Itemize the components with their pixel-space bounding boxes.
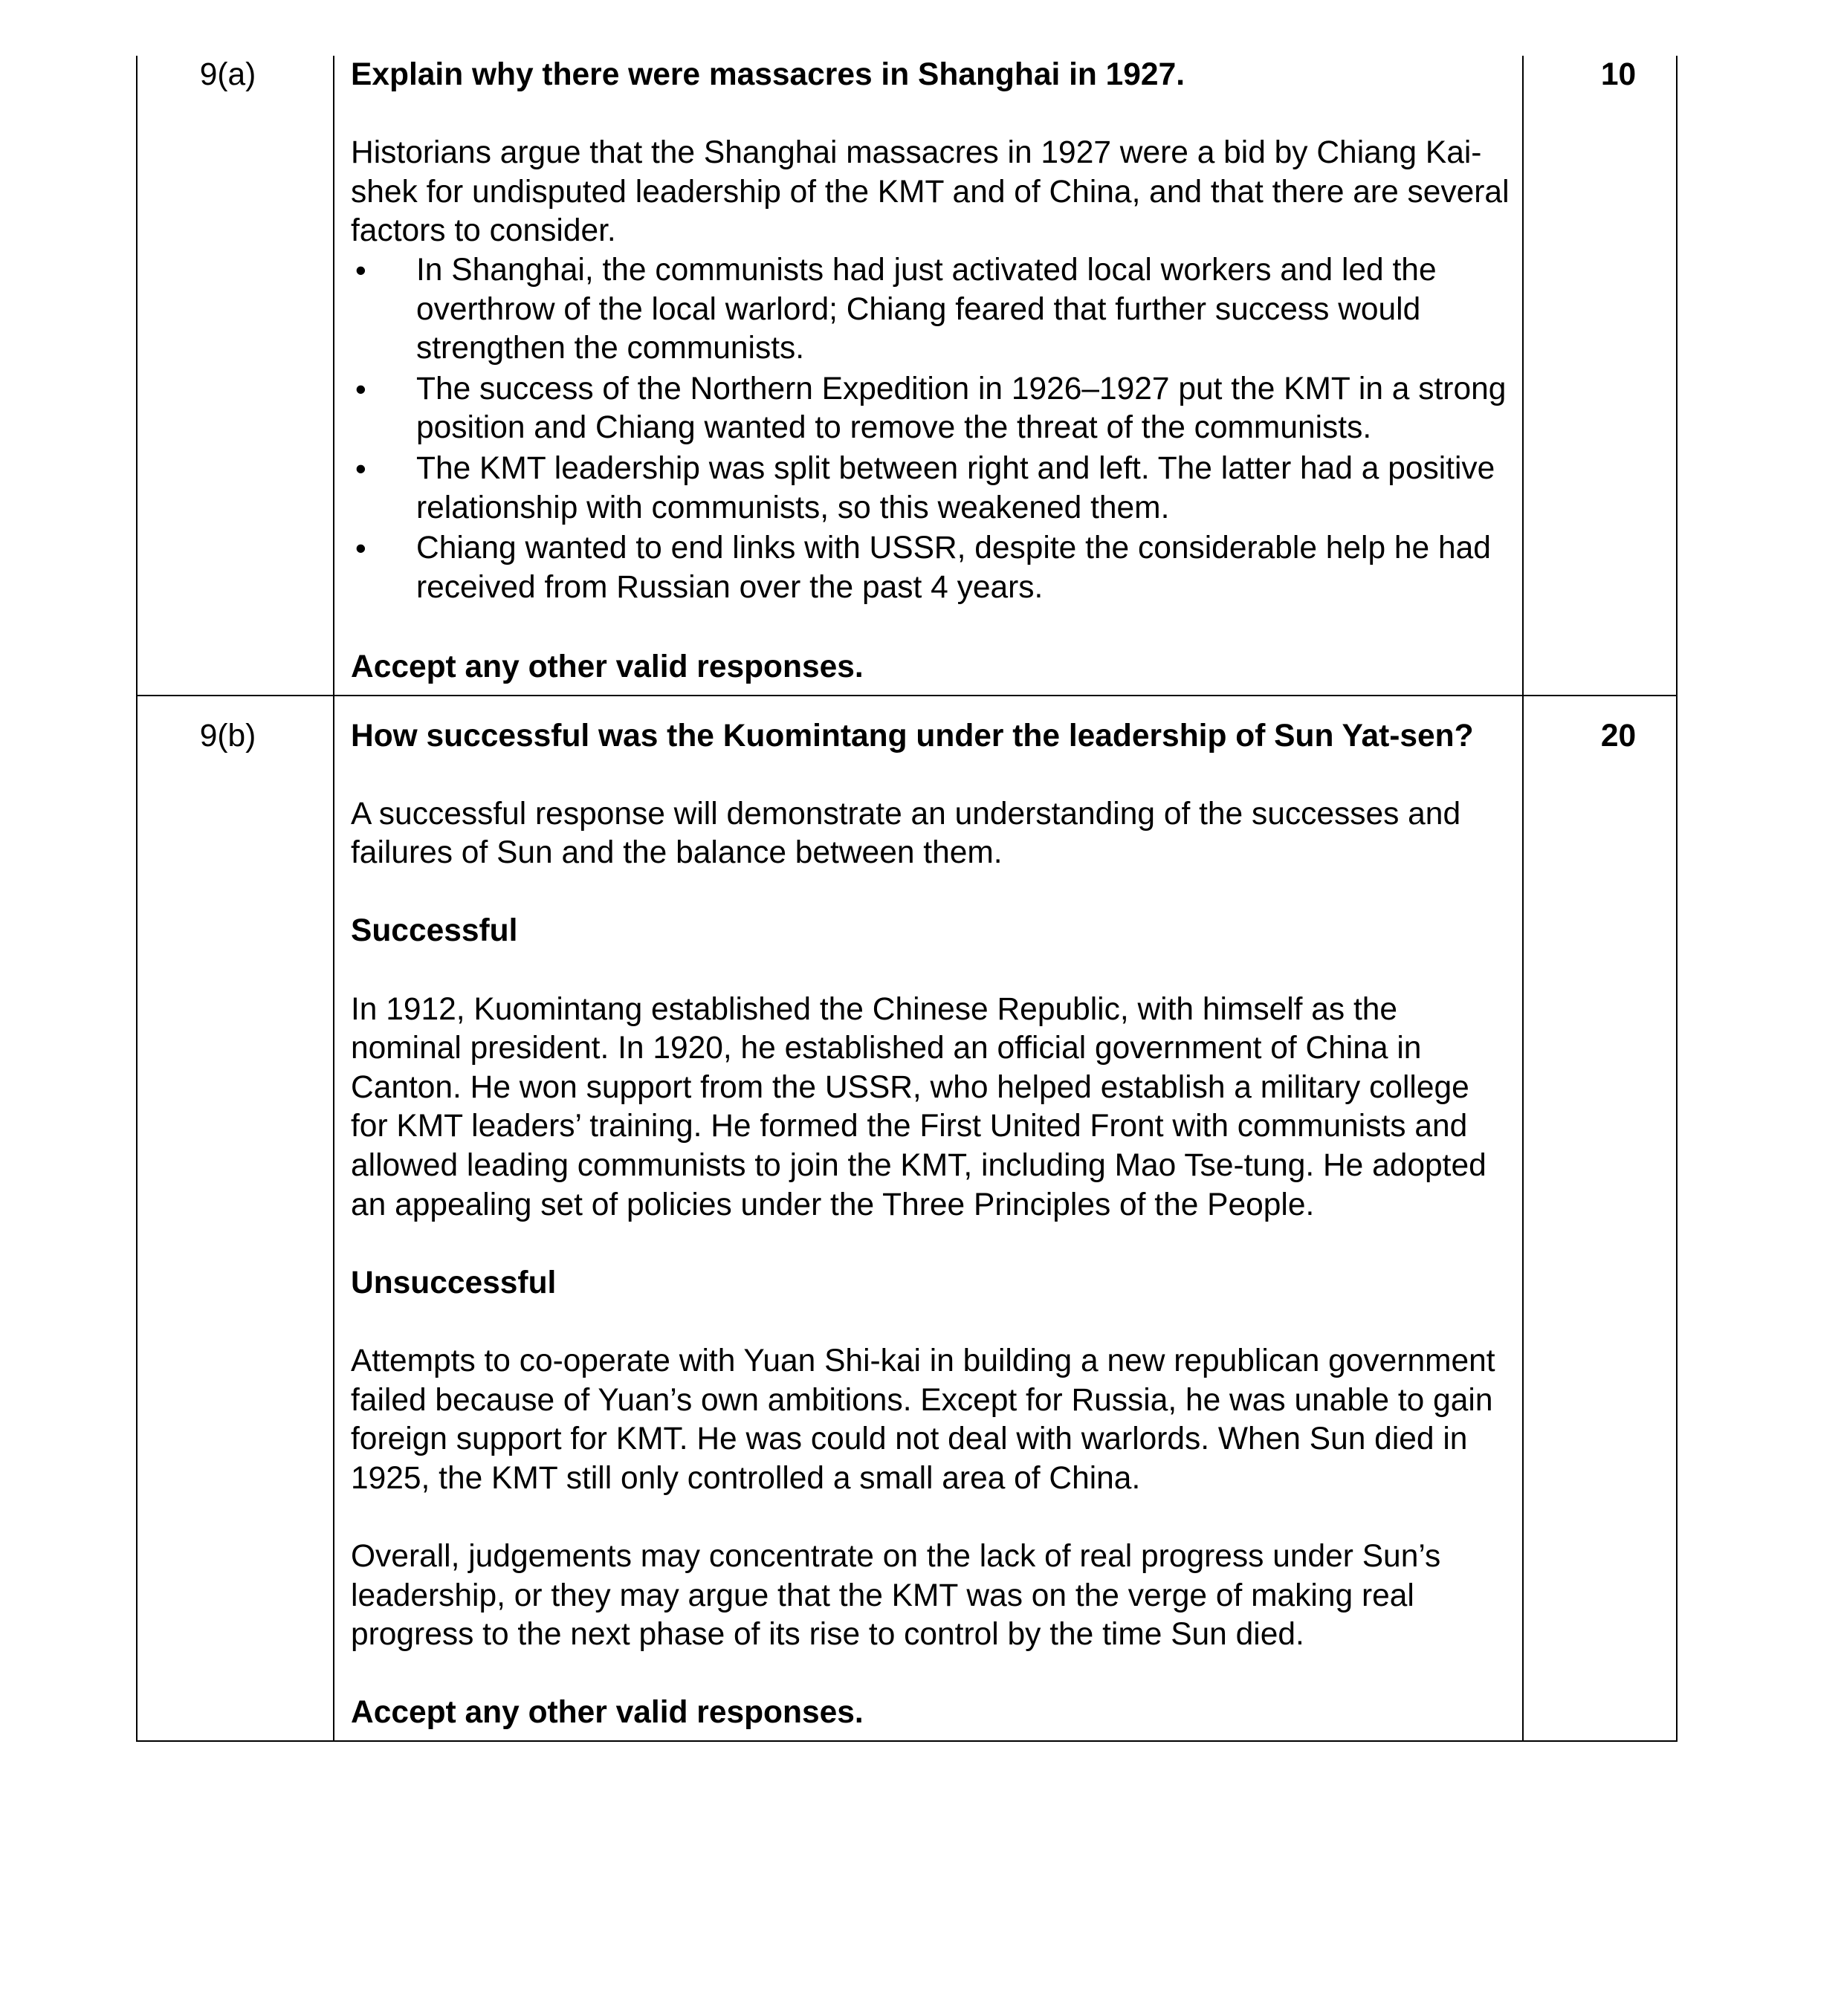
answer-cell bbox=[334, 696, 1523, 1741]
bullet-text: In Shanghai, the communists had just activated local workers and led the overthrow of the local warlord; Chiang feared that further success would strengthen the communists. bbox=[416, 252, 1437, 366]
successful-text: In 1912, Kuomintang established the Chinese Republic, with himself as the nominal president. In 1920, he established an official government of China in Canton. He won support from the USSR, who helped establish a military college for KMT leaders’ training. He formed the First United Front with communists and allowed leading communists to join the KMT, including Mao Tse-tung. He adopted an appealing set of policies under the Three Principles of the People. bbox=[351, 991, 1486, 1222]
unsuccessful-text: Attempts to co-operate with Yuan Shi-kai in building a new republican government failed because of Yuan’s own ambitions. Except for Russia, he was unable to gain foreign support for KMT. He was could not deal with warlords. When Sun died in 1925, the KMT still only controlled a small area of China. bbox=[351, 1344, 1495, 1496]
unsuccessful-heading: Unsuccessful bbox=[351, 1265, 557, 1300]
bullet-list bbox=[351, 251, 1515, 607]
mark-scheme-table bbox=[136, 56, 1678, 1742]
intro-text: Historians argue that the Shanghai massacres in 1927 were a bid by Chiang Kai-shek for undisputed leadership of the KMT and of China, and that there are several factors to consider. bbox=[351, 135, 1510, 249]
closing-text: Accept any other valid responses. bbox=[351, 1695, 864, 1731]
bullet-text: The success of the Northern Expedition in 1926–1927 put the KMT in a strong position and Chiang wanted to remove the threat of the communists. bbox=[416, 371, 1507, 446]
bullet-icon: • bbox=[355, 450, 366, 486]
bullet-icon: • bbox=[355, 252, 366, 288]
question-row-9a bbox=[137, 56, 1677, 696]
question-number: 9(a) bbox=[199, 57, 256, 92]
list-item bbox=[351, 370, 1515, 448]
bullet-text: The KMT leadership was split between right and left. The latter had a positive relationship with communists, so this weakened them. bbox=[416, 450, 1495, 525]
marks-value: 10 bbox=[1600, 57, 1637, 92]
bullet-icon: • bbox=[355, 531, 366, 566]
marks-cell bbox=[1523, 56, 1677, 696]
answer-cell bbox=[334, 56, 1523, 696]
intro-text: A successful response will demonstrate an understanding of the successes and failures of Sun and the balance between them. bbox=[351, 796, 1461, 871]
successful-heading: Successful bbox=[351, 913, 518, 949]
list-item bbox=[351, 450, 1515, 528]
question-number: 9(b) bbox=[199, 718, 256, 753]
closing-text: Accept any other valid responses. bbox=[351, 649, 864, 684]
question-text: Explain why there were massacres in Shanghai in 1927. bbox=[351, 57, 1185, 92]
bullet-icon: • bbox=[355, 371, 366, 406]
marks-value: 20 bbox=[1600, 718, 1637, 753]
overall-text: Overall, judgements may concentrate on the lack of real progress under Sun’s leadership, or they may argue that the KMT was on the verge of making real progress to the next phase of its rise to control by the time Sun died. bbox=[351, 1538, 1441, 1653]
bullet-text: Chiang wanted to end links with USSR, despite the considerable help he had received from Russian over the past 4 years. bbox=[416, 531, 1491, 605]
question-row-9b bbox=[137, 696, 1677, 1741]
question-text: How successful was the Kuomintang under the leadership of Sun Yat-sen? bbox=[351, 718, 1474, 753]
list-item bbox=[351, 251, 1515, 369]
marks-cell bbox=[1523, 696, 1677, 1741]
question-number-cell bbox=[137, 56, 334, 696]
list-item bbox=[351, 529, 1515, 607]
question-number-cell bbox=[137, 696, 334, 1741]
